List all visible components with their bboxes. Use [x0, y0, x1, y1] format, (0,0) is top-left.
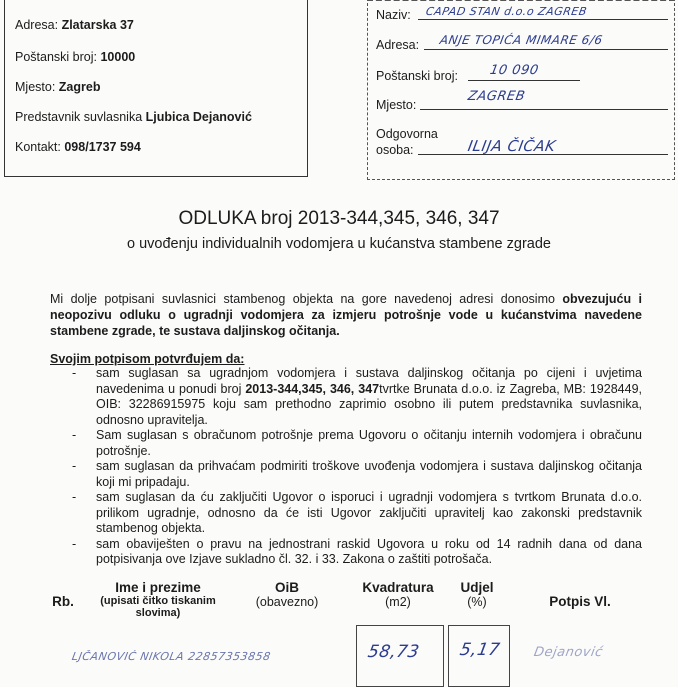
confirmation-heading: Svojim potpisom potvrđujem da: [50, 352, 245, 366]
city-label: Mjesto: [15, 80, 56, 94]
col-signature-label: Potpis Vl. [549, 594, 611, 609]
row1-area: 58,73 [366, 642, 421, 662]
clause-text: sam suglasan da prihvaćam podmiriti troškove uvođenja vodomjera i sustava daljinskog očitanja koji mi pripadaju. [96, 459, 642, 489]
representative-row [15, 110, 252, 124]
responsible-label-2: osoba: [376, 143, 414, 157]
manager-city-line [420, 109, 668, 110]
manager-postal-line [468, 80, 580, 81]
col-header-area [356, 580, 440, 609]
representative-label: Predstavnik suvlasnika [15, 110, 143, 124]
col-name-hint: (upisati čitko tiskanim slovima) [100, 595, 216, 619]
row1-name-oib: LJČANOVIĆ NIKOLA 22857353858 [70, 650, 272, 663]
address-label: Adresa: [15, 18, 59, 32]
clause-text: sam suglasan sa ugradnjom vodomjera i sustava daljinskog očitanja po cijeni i uvjetima navedenima u ponudi broj [96, 366, 642, 396]
responsible-label-1: Odgovorna [376, 127, 438, 141]
manager-city-label: Mjesto: [376, 98, 417, 112]
col-area-label: Kvadratura [362, 580, 434, 595]
contact-label: Kontakt: [15, 140, 61, 154]
manager-address-line [424, 49, 668, 50]
intro-paragraph [50, 291, 642, 339]
address-value: Zlatarska 37 [61, 18, 134, 32]
owner-info-box [4, 0, 308, 177]
col-header-share [448, 580, 506, 609]
intro-bold-text: obvezujuću i neopozivu odluku o ugradnji vodomjera za izmjeru potrošnje vode u kućanstvima navedene stambene zgrade, te sustava daljinskog očitanja. [50, 292, 642, 338]
col-rb-label: Rb. [52, 594, 74, 609]
postal-row [15, 50, 135, 64]
col-header-name [88, 580, 228, 619]
manager-address-value: ANJE TOPIĆA MIMARE 6/6 [438, 33, 604, 47]
list-dash: - [72, 366, 77, 380]
list-item [50, 366, 642, 428]
offer-number: 2013-344,345, 346, 347 [245, 381, 380, 396]
postal-label: Poštanski broj: [15, 50, 97, 64]
intro-text: Mi dolje potpisani suvlasnici stambenog objekta na gore navedenoj adresi donosimo [50, 292, 563, 306]
manager-city-value: ZAGREB [466, 89, 527, 104]
list-dash: - [72, 490, 77, 504]
clause-text: sam suglasan da ću zaključiti Ugovor o isporuci i ugradnji vodomjera s tvrtkom Brunata d.o.o. prilikom ugradnje, odnosno da će isti Ugovor zaključiti upravitelj kao zakonski predstavnik stambenog objekta. [96, 490, 642, 535]
address-row [15, 18, 134, 32]
list-item [50, 537, 642, 568]
manager-name-value: CAPAD STAN d.o.o ZAGREB [424, 5, 589, 18]
contact-row [15, 140, 141, 154]
clause-text: Sam suglasan s obračunom potrošnje prema Ugovoru o očitanju internih vodomjera i obračunu potrošnje. [96, 428, 642, 458]
col-share-unit: (%) [467, 595, 487, 609]
responsible-value: ILIJA ČIČAK [466, 137, 558, 155]
decision-subtitle: o uvođenju individualnih vodomjera u kućanstva stambene zgrade [127, 236, 551, 252]
list-item [50, 490, 642, 537]
clause-text: sam obaviješten o pravu na jednostrani raskid Ugovora u roku od 14 radnih dana od dana potpisivanja ove Izjave sukladno čl. 32. i 33. Zakona o zaštiti potrošača. [96, 536, 642, 566]
city-row [15, 80, 100, 94]
col-header-signature [528, 594, 632, 609]
list-dash: - [72, 428, 77, 442]
confirmation-list [50, 366, 642, 568]
list-item [50, 428, 642, 459]
col-name-label: Ime i prezime [115, 580, 201, 595]
decision-title: ODLUKA broj 2013-344,345, 346, 347 [178, 208, 500, 229]
list-dash: - [72, 459, 77, 473]
contact-value: 098/1737 594 [64, 140, 141, 154]
list-item [50, 459, 642, 490]
list-dash: - [72, 536, 77, 551]
clause-text: tvrtke Brunata d.o.o. iz Zagreba, MB: 1928449, OIB: 32286915975 koju sam prethodno zaprimio osobno ili putem predstavnika suvlasnika, odnosno upravitelja. [96, 381, 642, 427]
col-share-label: Udjel [460, 580, 494, 595]
manager-name-line [418, 19, 668, 20]
manager-info-box [367, 0, 675, 180]
col-header-rb [48, 594, 78, 609]
row1-signature: Dejanović [532, 645, 605, 660]
manager-postal-label: Poštanski broj: [376, 69, 458, 83]
col-oib-hint: (obavezno) [255, 595, 319, 609]
row1-share: 5,17 [458, 640, 502, 660]
representative-value: Ljubica Dejanović [145, 110, 252, 124]
col-oib-label: OiB [274, 580, 299, 595]
manager-postal-value: 10 090 [488, 63, 540, 78]
postal-value: 10000 [100, 50, 136, 64]
manager-name-label: Naziv: [376, 8, 411, 22]
col-header-oib [244, 580, 330, 609]
manager-address-label: Adresa: [376, 38, 420, 52]
col-area-unit: (m2) [385, 595, 411, 609]
city-value: Zagreb [58, 80, 101, 94]
